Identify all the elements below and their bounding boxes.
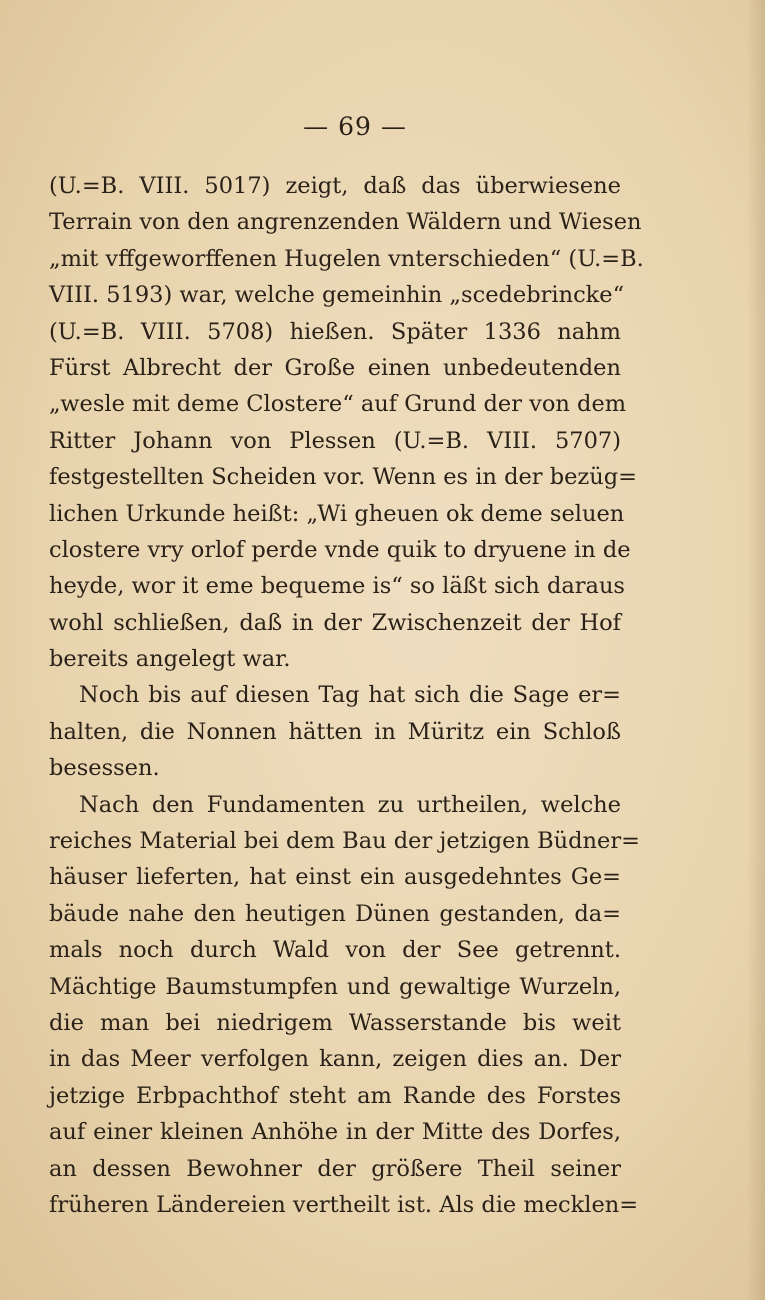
paragraph-3 [49,787,640,1224]
text-line: bäude nahe den heutigen Dünen gestanden, da= [49,900,621,927]
text-line: (U.=B. VIII. 5708) hießen. Später 1336 nahm [49,318,621,345]
paragraph-1 [49,168,644,677]
text-line: Ritter Johann von Plessen (U.=B. VIII. 5707) [49,427,621,454]
text-line: festgestellten Scheiden vor. Wenn es in der bezüg= [49,464,638,491]
paragraph-2 [49,677,621,786]
text-line: mals noch durch Wald von der See getrennt. [49,937,621,964]
text-line: jetzige Erbpachthof steht am Rande des Forstes [49,1082,621,1109]
text-line: Nach den Fundamenten zu urtheilen, welche [79,791,621,818]
text-line: bereits angelegt war. [49,646,291,673]
text-line: in das Meer verfolgen kann, zeigen dies an. Der [49,1046,621,1073]
page-edge-shadow [747,0,765,1300]
text-line: an dessen Bewohner der größere Theil seiner [49,1155,621,1182]
text-line: Noch bis auf diesen Tag hat sich die Sage er= [79,682,621,709]
text-line: reiches Material bei dem Bau der jetzigen Büdner= [49,828,640,855]
page-number: — 69 — [303,112,407,141]
text-line: häuser lieferten, hat einst ein ausgedehntes Ge= [49,864,621,891]
text-line: Mächtige Baumstumpfen und gewaltige Wurzeln, [49,973,621,1000]
text-line: besessen. [49,755,160,782]
text-line: wohl schließen, daß in der Zwischenzeit der Hof [49,609,621,636]
text-line: VIII. 5193) war, welche gemeinhin „scedebrincke“ [49,282,625,309]
text-line: halten, die Nonnen hätten in Müritz ein Schloß [49,718,621,745]
body-text [49,168,644,1223]
text-line: Fürst Albrecht der Große einen unbedeutenden [49,354,621,381]
text-line: Terrain von den angrenzenden Wäldern und Wiesen [49,209,642,236]
text-line: clostere vry orlof perde vnde quik to dryuene in de [49,536,631,563]
text-line: heyde, wor it eme bequeme is“ so läßt sich daraus [49,573,625,600]
text-line: die man bei niedrigem Wasserstande bis weit [49,1009,621,1036]
text-line: „mit vffgeworffenen Hugelen vnterschieden“ (U.=B. [49,245,644,272]
text-line: früheren Ländereien vertheilt ist. Als die mecklen= [49,1191,639,1218]
text-line: „wesle mit deme Clostere“ auf Grund der von dem [49,391,627,418]
text-line: auf einer kleinen Anhöhe in der Mitte des Dorfes, [49,1119,621,1146]
text-line: lichen Urkunde heißt: „Wi gheuen ok deme seluen [49,500,625,527]
text-line: (U.=B. VIII. 5017) zeigt, daß das überwiesene [49,173,621,199]
